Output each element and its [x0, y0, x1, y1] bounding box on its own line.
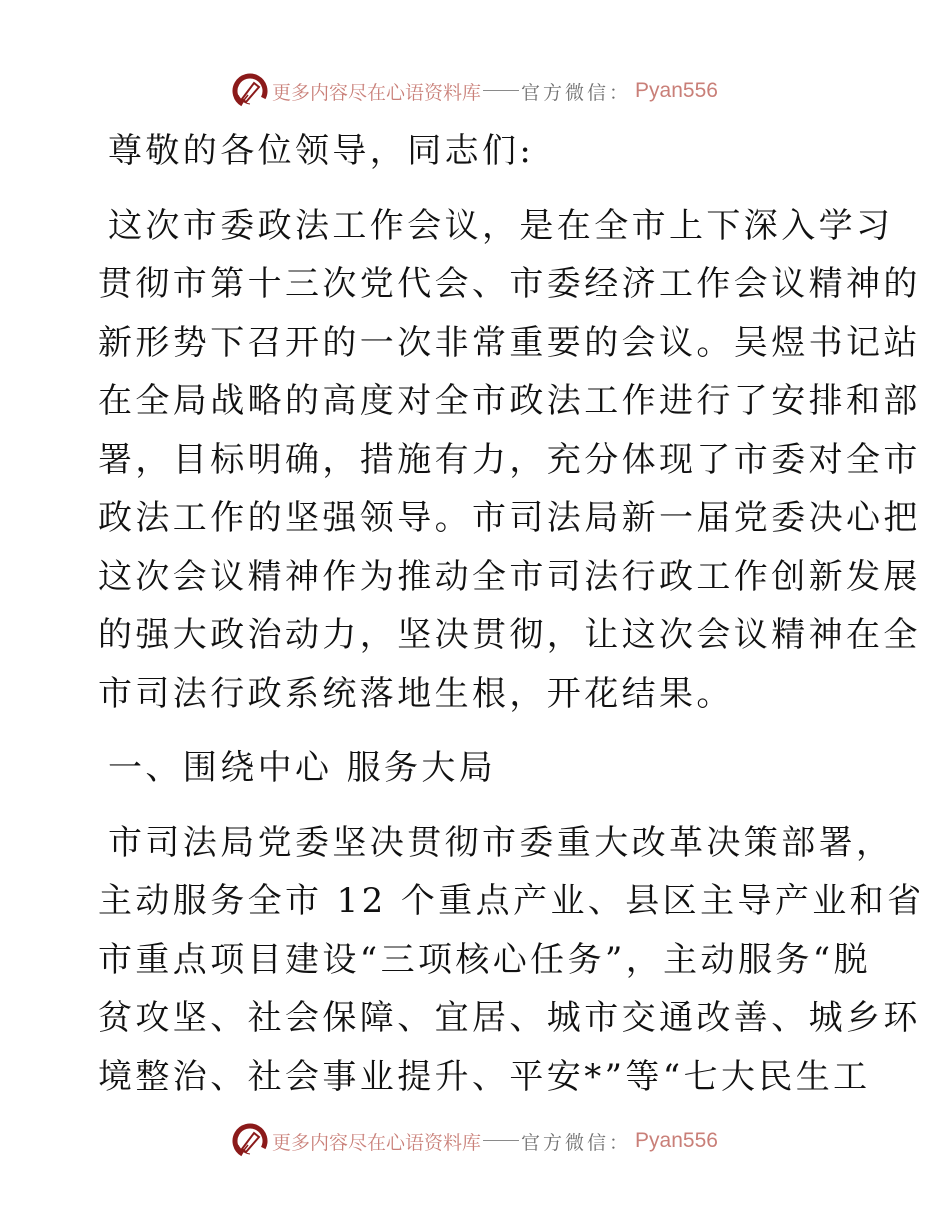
- intro-line: 新形势下召开的一次非常重要的会议。吴煜书记站: [98, 322, 921, 363]
- watermark-main-text: 更多内容尽在心语资料库: [272, 81, 482, 104]
- watermark-official-label: 官方微信：: [521, 1131, 632, 1154]
- watermark-wechat-id: Pyan556: [635, 1129, 718, 1152]
- intro-line: 这次市委政法工作会议，是在全市上下深入学习: [108, 205, 894, 246]
- intro-line: 这次会议精神作为推动全市司法行政工作创新发展: [98, 556, 921, 597]
- intro-line: 贯彻市第十三次党代会、市委经济工作会议精神的: [98, 264, 921, 304]
- section1-paragraph: [98, 814, 925, 1107]
- section1-line: 境整治、社会事业提升、平安*”等“七大民生工: [98, 1056, 871, 1097]
- intro-line: 市司法行政系统落地生根，开花结果。: [98, 673, 734, 714]
- pen-nib-logo-icon: [232, 73, 268, 109]
- watermark-dash-divider: [483, 90, 519, 91]
- watermark-dash-divider: [483, 1140, 519, 1141]
- intro-line: 署，目标明确，措施有力，充分体现了市委对全市: [98, 439, 921, 480]
- document-body: [98, 122, 925, 1122]
- section1-line: 市重点项目建设“三项核心任务”，主动服务“脱: [98, 939, 871, 980]
- section1-line: 市司法局党委坚决贯彻市委重大改革决策部署，: [108, 822, 894, 863]
- header-watermark: [232, 71, 718, 111]
- intro-paragraph: [98, 197, 921, 724]
- watermark-official-label: 官方微信：: [521, 81, 632, 104]
- intro-line: 在全局战略的高度对全市政法工作进行了安排和部: [98, 381, 921, 421]
- section-heading: 一、围绕中心 服务大局: [108, 748, 497, 788]
- footer-watermark: [232, 1121, 718, 1161]
- section1-line: 主动服务全市 12 个重点产业、县区主导产业和省: [98, 881, 925, 921]
- watermark-wechat-id: Pyan556: [635, 79, 718, 102]
- intro-line: 的强大政治动力，坚决贯彻，让这次会议精神在全: [98, 615, 921, 655]
- watermark-main-text: 更多内容尽在心语资料库: [272, 1131, 482, 1154]
- section1-line: 贫攻坚、社会保障、宜居、城市交通改善、城乡环: [98, 998, 921, 1038]
- intro-line: 政法工作的坚强领导。市司法局新一届党委决心把: [98, 498, 921, 538]
- pen-nib-logo-icon: [232, 1123, 268, 1159]
- greeting: 尊敬的各位领导，同志们:: [108, 131, 535, 171]
